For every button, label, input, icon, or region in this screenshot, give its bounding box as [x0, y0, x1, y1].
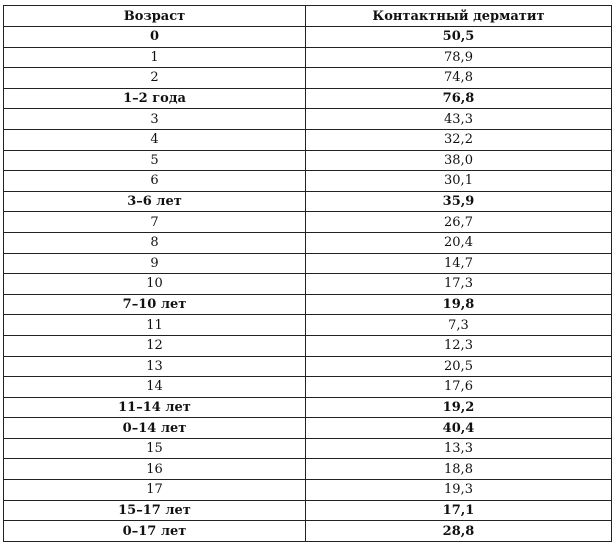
table-row [4, 171, 612, 192]
value-cell: 50,5 [306, 27, 612, 48]
value-cell: 20,5 [306, 356, 612, 377]
table-row [4, 294, 612, 315]
value-cell: 40,4 [306, 418, 612, 439]
table-row [4, 274, 612, 295]
value-cell: 78,9 [306, 47, 612, 68]
age-cell: 11 [4, 315, 306, 336]
value-cell: 32,2 [306, 129, 612, 150]
age-cell: 12 [4, 335, 306, 356]
value-cell: 12,3 [306, 335, 612, 356]
age-cell: 0 [4, 27, 306, 48]
table-row [4, 27, 612, 48]
table-row [4, 459, 612, 480]
table-row [4, 232, 612, 253]
value-cell: 17,1 [306, 500, 612, 521]
table-row [4, 129, 612, 150]
value-cell: 13,3 [306, 438, 612, 459]
header-age: Возраст [4, 6, 306, 27]
table-row [4, 150, 612, 171]
age-cell: 0–17 лет [4, 521, 306, 542]
age-cell: 2 [4, 68, 306, 89]
table-row [4, 68, 612, 89]
value-cell: 43,3 [306, 109, 612, 130]
value-cell: 18,8 [306, 459, 612, 480]
value-cell: 74,8 [306, 68, 612, 89]
header-contact-dermatitis: Контактный дерматит [306, 6, 612, 27]
age-cell: 5 [4, 150, 306, 171]
table-body [4, 27, 612, 542]
table-row [4, 315, 612, 336]
value-cell: 14,7 [306, 253, 612, 274]
table-row [4, 253, 612, 274]
value-cell: 38,0 [306, 150, 612, 171]
value-cell: 35,9 [306, 191, 612, 212]
value-cell: 19,8 [306, 294, 612, 315]
table-row [4, 377, 612, 398]
table-row [4, 109, 612, 130]
age-cell: 13 [4, 356, 306, 377]
value-cell: 76,8 [306, 88, 612, 109]
value-cell: 17,3 [306, 274, 612, 295]
value-cell: 20,4 [306, 232, 612, 253]
header-row [4, 6, 612, 27]
value-cell: 30,1 [306, 171, 612, 192]
age-cell: 16 [4, 459, 306, 480]
table-row [4, 335, 612, 356]
table-row [4, 418, 612, 439]
age-cell: 15–17 лет [4, 500, 306, 521]
age-cell: 0–14 лет [4, 418, 306, 439]
age-cell: 9 [4, 253, 306, 274]
age-cell: 4 [4, 129, 306, 150]
age-cell: 15 [4, 438, 306, 459]
age-cell: 10 [4, 274, 306, 295]
age-cell: 1–2 года [4, 88, 306, 109]
table-row [4, 191, 612, 212]
age-cell: 6 [4, 171, 306, 192]
value-cell: 26,7 [306, 212, 612, 233]
table-row [4, 480, 612, 501]
value-cell: 19,3 [306, 480, 612, 501]
table-row [4, 438, 612, 459]
value-cell: 7,3 [306, 315, 612, 336]
table-row [4, 88, 612, 109]
age-cell: 7 [4, 212, 306, 233]
data-table [3, 5, 612, 542]
age-cell: 3 [4, 109, 306, 130]
age-cell: 8 [4, 232, 306, 253]
age-cell: 17 [4, 480, 306, 501]
table-row [4, 47, 612, 68]
value-cell: 19,2 [306, 397, 612, 418]
value-cell: 28,8 [306, 521, 612, 542]
value-cell: 17,6 [306, 377, 612, 398]
table-row [4, 356, 612, 377]
age-cell: 3–6 лет [4, 191, 306, 212]
age-cell: 7–10 лет [4, 294, 306, 315]
table-row [4, 212, 612, 233]
age-cell: 1 [4, 47, 306, 68]
table-row [4, 397, 612, 418]
age-cell: 14 [4, 377, 306, 398]
table-row [4, 521, 612, 542]
age-cell: 11–14 лет [4, 397, 306, 418]
table-row [4, 500, 612, 521]
